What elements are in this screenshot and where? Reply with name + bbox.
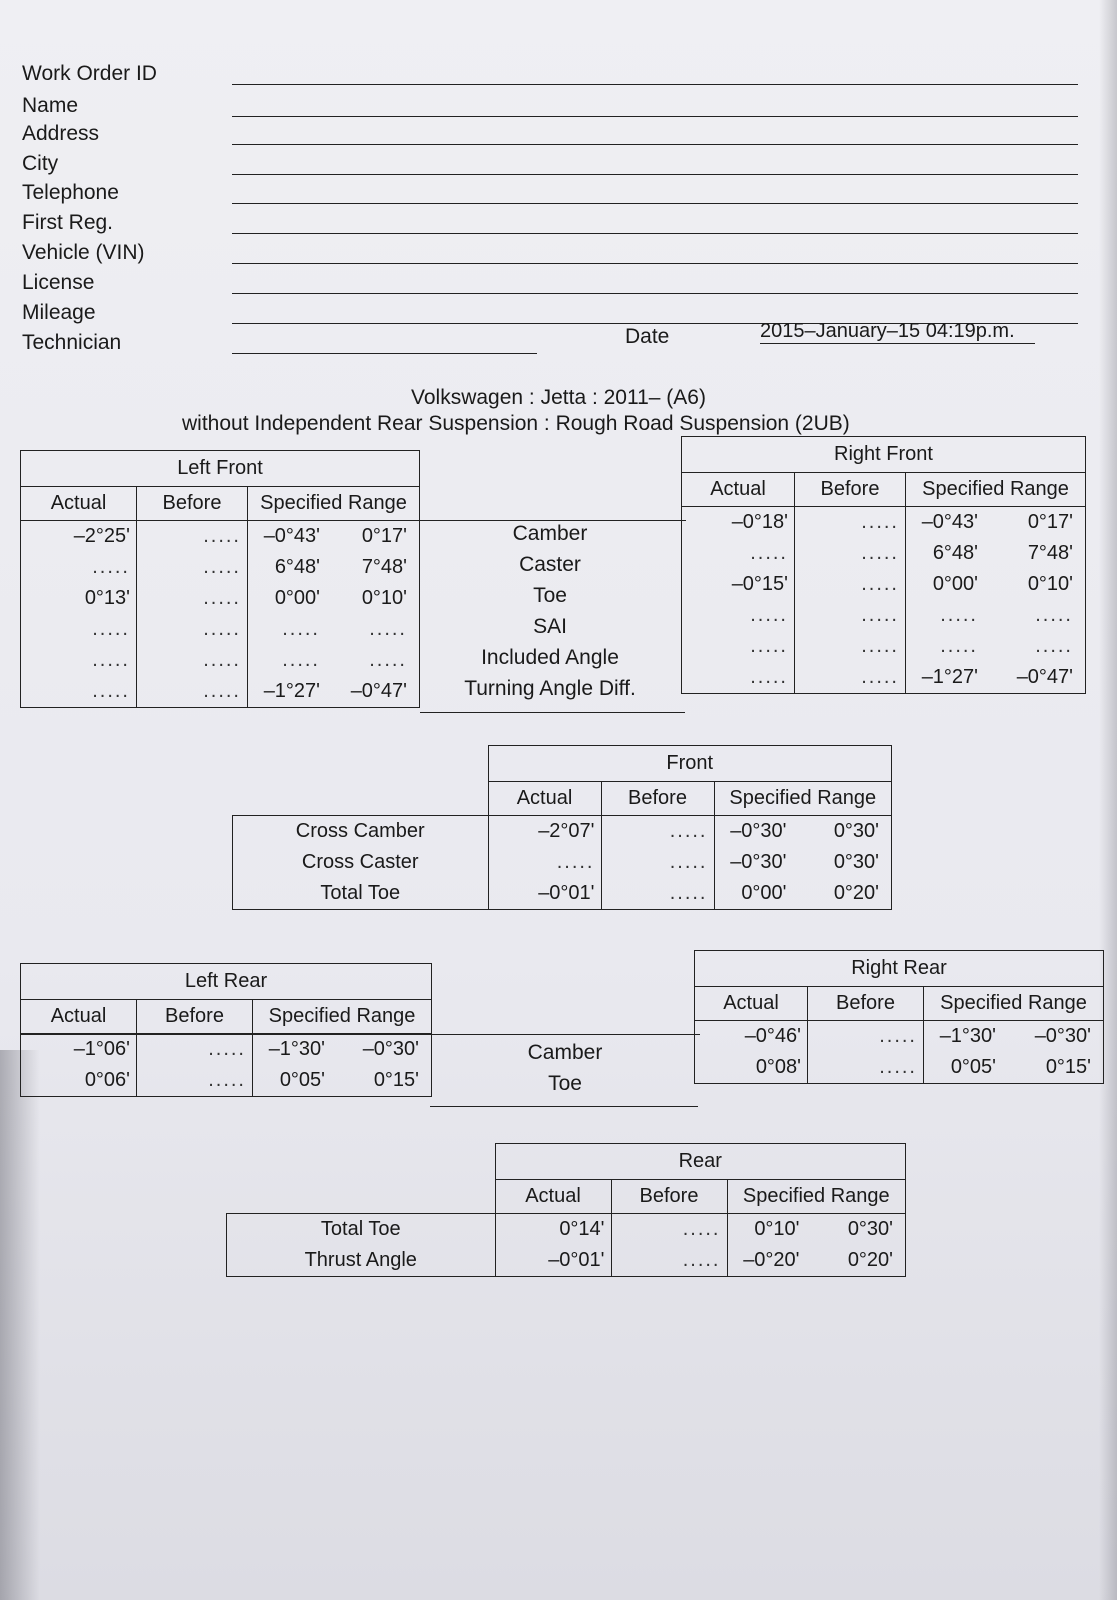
- field-line: [232, 203, 1078, 204]
- col-actual: Actual: [495, 1180, 611, 1214]
- paper-edge-shadow: [1099, 0, 1117, 1600]
- front-axle-actual: [488, 816, 601, 910]
- front-axle-labels: [233, 816, 489, 910]
- range-row: [906, 569, 1079, 600]
- col-before: Before: [601, 782, 714, 816]
- col-before: Before: [137, 1000, 253, 1034]
- range-row: [924, 1052, 1097, 1083]
- range-row: [906, 538, 1079, 569]
- date-value: 2015–January–15 04:19p.m.: [760, 320, 1035, 344]
- actual-value: –0°01': [538, 882, 595, 904]
- range-value: 0°00': [274, 587, 320, 609]
- field-line: [232, 144, 1078, 145]
- parameter-label: Camber: [512, 522, 588, 545]
- left-front-actual: [21, 521, 137, 708]
- actual-value: .....: [92, 556, 130, 578]
- range-value: .....: [940, 604, 978, 626]
- field-label: Name: [22, 94, 79, 117]
- right-rear-table: [694, 950, 1104, 1084]
- before-value: .....: [879, 1056, 917, 1078]
- range-value: .....: [1035, 635, 1073, 657]
- actual-value: –0°01': [548, 1249, 605, 1271]
- row-label: Total Toe: [320, 1218, 401, 1240]
- range-value: 7°48': [1027, 542, 1073, 564]
- range-row: [253, 1065, 425, 1096]
- hand-shadow: [0, 1050, 40, 1600]
- col-range: Specified Range: [924, 987, 1104, 1021]
- col-range: Specified Range: [906, 473, 1086, 507]
- range-value: .....: [369, 649, 407, 671]
- field-label: Mileage: [22, 301, 96, 324]
- col-actual: Actual: [21, 487, 137, 521]
- col-actual: Actual: [682, 473, 795, 507]
- range-row: [248, 521, 413, 552]
- field-line: [232, 116, 1078, 117]
- actual-value: .....: [750, 666, 788, 688]
- range-row: [715, 878, 886, 909]
- col-before: Before: [611, 1180, 727, 1214]
- range-row: [715, 816, 886, 847]
- front-bottom-divider: [420, 712, 685, 713]
- col-actual: Actual: [21, 1000, 137, 1034]
- field-line: [232, 174, 1078, 175]
- before-value: .....: [203, 525, 241, 547]
- range-value: –0°30': [1034, 1025, 1091, 1047]
- rear-bottom-divider: [430, 1106, 698, 1107]
- range-row: [248, 552, 413, 583]
- range-value: 0°20': [833, 882, 879, 904]
- range-value: 0°30': [833, 820, 879, 842]
- field-label: Vehicle (VIN): [22, 241, 145, 264]
- parameter-label: Included Angle: [481, 646, 619, 669]
- field-label: Work Order ID: [22, 62, 157, 85]
- range-value: –1°30': [939, 1025, 996, 1047]
- field-row: [22, 122, 1082, 152]
- actual-value: .....: [92, 680, 130, 702]
- before-value: .....: [203, 556, 241, 578]
- right-front-range: [906, 507, 1086, 694]
- field-label: Address: [22, 122, 100, 145]
- range-value: 0°00': [932, 573, 978, 595]
- range-row: [248, 676, 413, 707]
- range-value: 7°48': [361, 556, 407, 578]
- col-before: Before: [137, 487, 248, 521]
- actual-value: –1°06': [73, 1038, 130, 1060]
- right-rear-actual: [695, 1021, 808, 1084]
- front-parameter-labels: [425, 518, 675, 704]
- field-row: [22, 181, 1082, 211]
- right-front-table: [681, 436, 1086, 694]
- right-rear-range: [924, 1021, 1104, 1084]
- range-value: –0°47': [350, 680, 407, 702]
- range-row: [924, 1021, 1097, 1052]
- front-axle-title: Front: [488, 746, 892, 782]
- parameter-label: Toe: [533, 584, 567, 607]
- front-row-divider: [20, 520, 686, 521]
- before-value: .....: [861, 635, 899, 657]
- range-row: [715, 847, 886, 878]
- range-value: .....: [282, 649, 320, 671]
- date-label: Date: [625, 325, 670, 348]
- before-value: .....: [203, 649, 241, 671]
- range-value: 0°05': [279, 1069, 325, 1091]
- col-actual: Actual: [488, 782, 601, 816]
- rear-axle-before: [611, 1214, 727, 1277]
- right-front-title: Right Front: [682, 437, 1086, 473]
- right-rear-title: Right Rear: [695, 951, 1104, 987]
- range-value: –1°30': [268, 1038, 325, 1060]
- field-label: License: [22, 271, 95, 294]
- range-row: [728, 1245, 900, 1276]
- right-front-actual: [682, 507, 795, 694]
- range-value: 0°17': [361, 525, 407, 547]
- left-rear-range: [253, 1034, 432, 1097]
- vehicle-subtitle: without Independent Rear Suspension : Rough Road Suspension (2UB): [182, 412, 850, 435]
- actual-value: .....: [750, 635, 788, 657]
- col-range: Specified Range: [253, 1000, 432, 1034]
- rear-axle-actual: [495, 1214, 611, 1277]
- range-value: .....: [369, 618, 407, 640]
- range-value: .....: [1035, 604, 1073, 626]
- actual-value: 0°14': [559, 1218, 605, 1240]
- before-value: .....: [203, 680, 241, 702]
- range-value: 0°17': [1027, 511, 1073, 533]
- range-row: [248, 614, 413, 645]
- field-line: [232, 233, 1078, 234]
- front-axle-range: [714, 816, 892, 910]
- col-actual: Actual: [695, 987, 808, 1021]
- range-row: [906, 662, 1079, 693]
- before-value: .....: [861, 604, 899, 626]
- before-value: .....: [682, 1249, 721, 1271]
- range-value: 0°15': [1045, 1056, 1091, 1078]
- field-line: [232, 353, 537, 354]
- actual-value: .....: [750, 604, 788, 626]
- range-value: 0°10': [754, 1218, 800, 1240]
- range-value: –0°30': [730, 820, 787, 842]
- range-value: 0°00': [741, 882, 787, 904]
- left-front-range: [248, 521, 420, 708]
- row-label: Total Toe: [320, 882, 401, 904]
- parameter-label: Camber: [527, 1041, 603, 1064]
- left-rear-before: [137, 1034, 253, 1097]
- range-row: [906, 631, 1079, 662]
- field-line: [232, 263, 1078, 264]
- field-row: [22, 152, 1082, 182]
- row-label: Cross Camber: [295, 820, 425, 842]
- range-value: 0°20': [847, 1249, 893, 1271]
- left-front-before: [137, 521, 248, 708]
- actual-value: .....: [750, 542, 788, 564]
- actual-value: 0°06': [84, 1069, 130, 1091]
- field-label: Telephone: [22, 181, 119, 204]
- rear-axle-labels: [227, 1214, 496, 1277]
- range-value: –0°30': [730, 851, 787, 873]
- field-label: First Reg.: [22, 211, 114, 234]
- left-front-table: [20, 450, 420, 708]
- before-value: .....: [682, 1218, 721, 1240]
- range-value: –1°27': [263, 680, 320, 702]
- range-value: 0°05': [950, 1056, 996, 1078]
- range-row: [906, 507, 1079, 538]
- left-rear-actual: [21, 1034, 137, 1097]
- rear-parameter-labels: [435, 1037, 695, 1099]
- right-front-before: [795, 507, 906, 694]
- before-value: .....: [669, 851, 708, 873]
- col-range: Specified Range: [727, 1180, 906, 1214]
- before-value: .....: [861, 511, 899, 533]
- field-row: [22, 241, 1082, 271]
- field-line: [232, 293, 1078, 294]
- range-row: [248, 583, 413, 614]
- actual-value: 0°08': [755, 1056, 801, 1078]
- range-row: [728, 1214, 900, 1245]
- before-value: .....: [208, 1069, 246, 1091]
- left-front-title: Left Front: [21, 451, 420, 487]
- field-row: [22, 62, 1082, 92]
- actual-value: –0°46': [744, 1025, 801, 1047]
- field-line: [232, 84, 1078, 85]
- before-value: .....: [203, 587, 241, 609]
- range-value: –0°30': [362, 1038, 419, 1060]
- actual-value: –2°07': [538, 820, 595, 842]
- col-range: Specified Range: [714, 782, 892, 816]
- range-value: 0°30': [847, 1218, 893, 1240]
- range-row: [906, 600, 1079, 631]
- before-value: .....: [879, 1025, 917, 1047]
- actual-value: –0°18': [731, 511, 788, 533]
- field-row: [22, 271, 1082, 301]
- right-rear-before: [808, 1021, 924, 1084]
- parameter-label: Caster: [519, 553, 581, 576]
- range-value: 0°15': [373, 1069, 419, 1091]
- actual-value: .....: [556, 851, 595, 873]
- rear-axle-table: [226, 1143, 906, 1277]
- range-row: [253, 1034, 425, 1065]
- parameter-label: Turning Angle Diff.: [464, 677, 636, 700]
- before-value: .....: [203, 618, 241, 640]
- parameter-label: Toe: [548, 1072, 582, 1095]
- left-rear-title: Left Rear: [21, 964, 432, 1000]
- before-value: .....: [669, 820, 708, 842]
- row-label: Cross Caster: [301, 851, 419, 873]
- actual-value: 0°13': [84, 587, 130, 609]
- actual-value: .....: [92, 649, 130, 671]
- range-row: [248, 645, 413, 676]
- range-value: –1°27': [921, 666, 978, 688]
- field-label: City: [22, 152, 59, 175]
- before-value: .....: [208, 1038, 246, 1060]
- actual-value: –2°25': [73, 525, 130, 547]
- range-value: 6°48': [274, 556, 320, 578]
- field-row: [22, 94, 1082, 124]
- front-axle-table: [232, 745, 892, 910]
- field-row: [22, 211, 1082, 241]
- before-value: .....: [861, 573, 899, 595]
- before-value: .....: [669, 882, 708, 904]
- range-value: .....: [282, 618, 320, 640]
- range-value: 6°48': [932, 542, 978, 564]
- range-value: 0°10': [361, 587, 407, 609]
- range-value: –0°43': [263, 525, 320, 547]
- range-value: –0°47': [1016, 666, 1073, 688]
- range-value: –0°43': [921, 511, 978, 533]
- parameter-label: SAI: [533, 615, 567, 638]
- field-label: Technician: [22, 331, 122, 354]
- before-value: .....: [861, 542, 899, 564]
- front-axle-before: [601, 816, 714, 910]
- row-label: Thrust Angle: [304, 1249, 417, 1271]
- range-value: –0°20': [743, 1249, 800, 1271]
- vehicle-title: Volkswagen : Jetta : 2011– (A6): [411, 386, 706, 409]
- range-value: .....: [940, 635, 978, 657]
- rear-axle-range: [727, 1214, 906, 1277]
- actual-value: .....: [92, 618, 130, 640]
- rear-row-divider: [20, 1034, 700, 1035]
- rear-axle-title: Rear: [495, 1144, 906, 1180]
- left-rear-table: [20, 963, 432, 1097]
- actual-value: –0°15': [731, 573, 788, 595]
- col-before: Before: [808, 987, 924, 1021]
- col-range: Specified Range: [248, 487, 420, 521]
- col-before: Before: [795, 473, 906, 507]
- range-value: 0°10': [1027, 573, 1073, 595]
- range-value: 0°30': [833, 851, 879, 873]
- before-value: .....: [861, 666, 899, 688]
